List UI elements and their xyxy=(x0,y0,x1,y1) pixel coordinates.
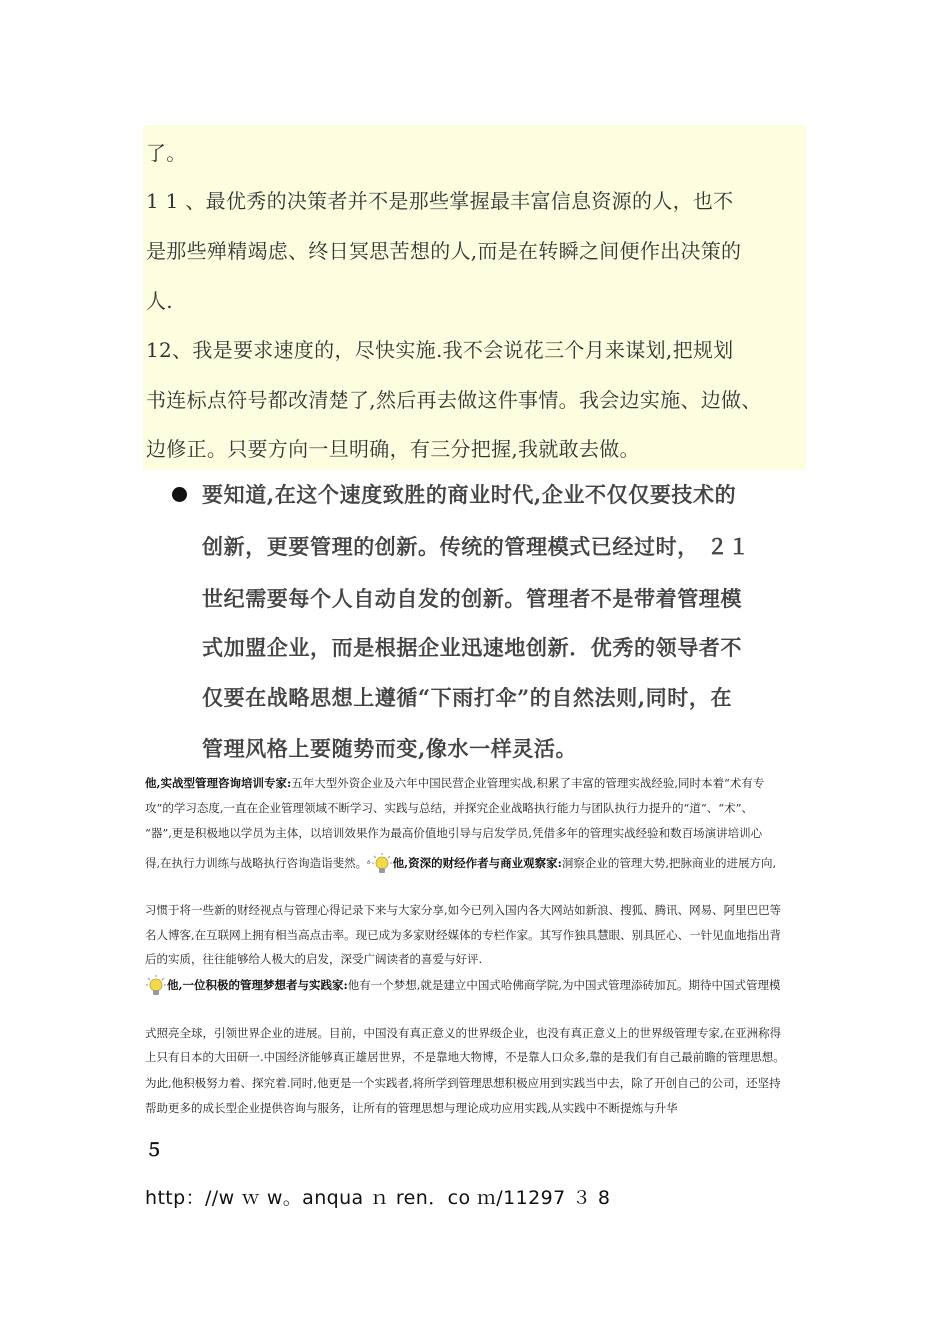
bio-line: 式照亮全球，引领世界企业的进展。目前，中国没有真正意义的世界级企业，也没有真正意义上的世界级管理专家,在亚洲称得 xyxy=(145,1026,782,1040)
bio-text: 他有一个梦想,就是建立中国式哈佛商学院,为中国式管理添砖加瓦。期待中国式管理模 xyxy=(347,978,781,992)
highlighted-paragraph-background xyxy=(143,125,806,470)
bio-line xyxy=(145,974,781,998)
highlight-line: 了。 xyxy=(146,141,187,165)
bio-text: 洞察企业的管理大势,把脉商业的进展方向, xyxy=(561,856,777,870)
page-number: ５ xyxy=(145,1140,163,1161)
bio-text: 得,在执行力训练与战略执行咨询造诣斐然。 xyxy=(145,856,368,870)
small-mark: ᵟ xyxy=(367,860,371,870)
bio-heading: 他,资深的财经作者与商业观察家: xyxy=(392,856,562,870)
bullet-icon xyxy=(172,487,187,502)
source-url: http：//w ｗ w。anqua ｎ ren．co ｍ/11297 ３ 8 xyxy=(145,1187,611,1209)
lightbulb-icon xyxy=(371,852,393,876)
bio-line xyxy=(145,775,764,791)
bio-line: 上只有日本的大田研一.中国经济能够真正雄居世界，不是靠地大物博，不是靠人口众多,靠的是我们有自己最前瞻的管理思想。 xyxy=(145,1050,785,1064)
bio-line: 后的实质，往往能够给人极大的启发，深受广阔读者的喜爱与好评. xyxy=(145,952,483,966)
bio-line: 帮助更多的成长型企业提供咨询与服务，让所有的管理思想与理论成功应用实践,从实践中不断提炼与升华 xyxy=(145,1101,678,1115)
highlight-line: 是那些殚精竭虑、终日冥思苦想的人,而是在转瞬之间便作出决策的 xyxy=(146,239,742,263)
bullet-paragraph-line: 式加盟企业，而是根据企业迅速地创新．优秀的领导者不 xyxy=(202,635,742,660)
bullet-paragraph-line: 仅要在战略思想上遵循“下雨打伞”的自然法则,同时，在 xyxy=(202,685,733,710)
highlight-line: 书连标点符号都改清楚了,然后再去做这件事情。我会边实施、边做、 xyxy=(146,388,762,412)
bio-line: “器”,更是积极地以学员为主体，以培训效果作为最高价值地引导与启发学员,凭借多年的管理实战经验和数百场演讲培训心 xyxy=(145,826,763,840)
bullet-paragraph-line: 要知道,在这个速度致胜的商业时代,企业不仅仅要技术的 xyxy=(202,482,737,507)
bio-text: 五年大型外资企业及六年中国民营企业管理实战,积累了丰富的管理实战经验,同时本着“术有专 xyxy=(291,776,765,790)
bio-line: 为此,他积极努力着、探究着.同时,他更是一个实践者,将所学到管理思想积极应用到实践当中去，除了开创自己的公司，还坚持 xyxy=(145,1076,781,1090)
bio-line: 名人博客,在互联网上拥有相当高点击率。现已成为多家财经媒体的专栏作家。其写作独具慧眼、别具匠心、一针见血地指出背 xyxy=(145,928,782,942)
lightbulb-icon xyxy=(145,974,167,998)
bio-line: 攻”的学习态度,一直在企业管理领域不断学习、实践与总结，并探究企业战略执行能力与团队执行力提升的“道“、“术”、 xyxy=(145,801,754,815)
bio-heading: 他,实战型管理咨询培训专家: xyxy=(145,776,292,790)
highlight-line: 12、我是要求速度的，尽快实施.我不会说花三个月来谋划,把规划 xyxy=(146,338,734,362)
bio-line xyxy=(145,852,776,876)
bullet-paragraph-line: 世纪需要每个人自动自发的创新。管理者不是带着管理模 xyxy=(202,586,742,611)
bullet-paragraph-line: 管理风格上要随势而变,像水一样灵活。 xyxy=(202,736,578,761)
bullet-paragraph-line: 创新，更要管理的创新。传统的管理模式已经过时， ２１ xyxy=(202,534,750,559)
bio-line: 习惯于将一些新的财经视点与管理心得记录下来与大家分享,如今已列入国内各大网站如新浪、搜狐、腾讯、网易、阿里巴巴等 xyxy=(145,903,782,917)
highlight-line: 边修正。只要方向一旦明确，有三分把握,我就敢去做。 xyxy=(146,437,640,461)
highlight-line: 人. xyxy=(146,289,173,313)
highlight-line: 1 1 、最优秀的决策者并不是那些掌握最丰富信息资源的人，也不 xyxy=(146,189,734,213)
bio-heading: 他,一位积极的管理梦想者与实践家: xyxy=(167,978,348,992)
